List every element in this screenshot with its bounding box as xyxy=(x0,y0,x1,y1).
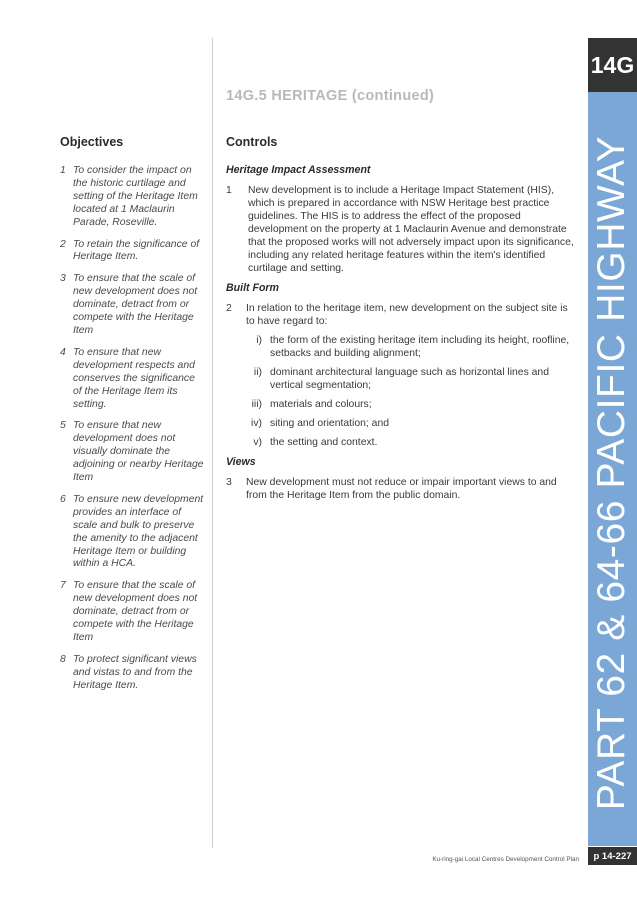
control-item: 1 New development is to include a Heritage Impact Statement (HIS), which is prepared in accordance with NSW Heritage best practice guidelines. The HIS is to address the effect of the proposed development on the property at 1 Maclaurin Avenue and demonstrate that the proposed works will not adversely impact upon its significance, including any related heritage features within the item's identified curtilage and setting. xyxy=(226,185,574,274)
footer-doc-title: Ku-ring-gai Local Centres Development Control Plan xyxy=(432,856,579,863)
objectives-heading: Objectives xyxy=(60,135,124,149)
control-item: 3 New development must not reduce or impair important views to and from the Heritage Item from the public domain. xyxy=(226,477,557,501)
control-item: 2 In relation to the heritage item, new development on the subject site is to have regard to: i) the form of the existing heritage item including its height, roofline, setbacks and building alignment; ii) dominant architectural language such as horizontal lines and vertical segmentation; iii) materials and colours; iv) siting and orientation; and v) the setting and context. xyxy=(226,302,576,449)
objective-item: 7 To ensure that the scale of new development does not dominate, detract from or compete with the Heritage Item xyxy=(60,580,198,643)
views-heading: Views xyxy=(226,456,256,468)
vertical-part-title-text: PART 62 & 64-66 PACIFIC HIGHWAY xyxy=(590,135,633,811)
column-divider xyxy=(212,38,213,848)
objectives-list xyxy=(60,165,205,702)
objective-item: 6 To ensure new development provides an interface of scale and bulk to preserve the amenity to the adjacent Heritage Item or building within a HCA. xyxy=(60,493,204,570)
sublist-item: ii) dominant architectural language such as horizontal lines and vertical segmentation; xyxy=(253,367,549,391)
heritage-impact-heading: Heritage Impact Assessment xyxy=(226,164,371,176)
objective-item: 2 To retain the significance of Heritage Item. xyxy=(60,238,200,263)
objective-item: 1 To consider the impact on the historic curtilage and setting of the Heritage Item located at 1 Maclaurin Parade, Roseville. xyxy=(60,165,198,228)
built-form-heading: Built Form xyxy=(226,282,279,294)
sublist-item: i) the form of the existing heritage item including its height, roofline, setbacks and building alignment; xyxy=(256,335,570,359)
objective-item: 3 To ensure that the scale of new development does not dominate, detract from or compete with the Heritage Item xyxy=(60,273,198,336)
objective-item: 4 To ensure that new development respects and conserves the significance of the Heritage Item its setting. xyxy=(60,346,195,410)
page-number: p 14-227 xyxy=(588,847,637,865)
sublist-item: iv) siting and orientation; and xyxy=(251,418,390,429)
objective-item: 5 To ensure that new development does not visually dominate the adjoining or nearby Heritage Item xyxy=(60,420,204,484)
objective-item: 8 To protect significant views and vistas to and from the Heritage Item. xyxy=(60,653,197,691)
controls-section xyxy=(226,160,576,509)
section-title: 14G.5 HERITAGE (continued) xyxy=(226,88,435,104)
sublist-item: iii) materials and colours; xyxy=(251,399,372,410)
section-tab: 14G xyxy=(588,38,637,92)
sublist-item: v) the setting and context. xyxy=(253,437,378,448)
built-form-sublist xyxy=(246,334,576,449)
controls-heading: Controls xyxy=(226,135,278,149)
